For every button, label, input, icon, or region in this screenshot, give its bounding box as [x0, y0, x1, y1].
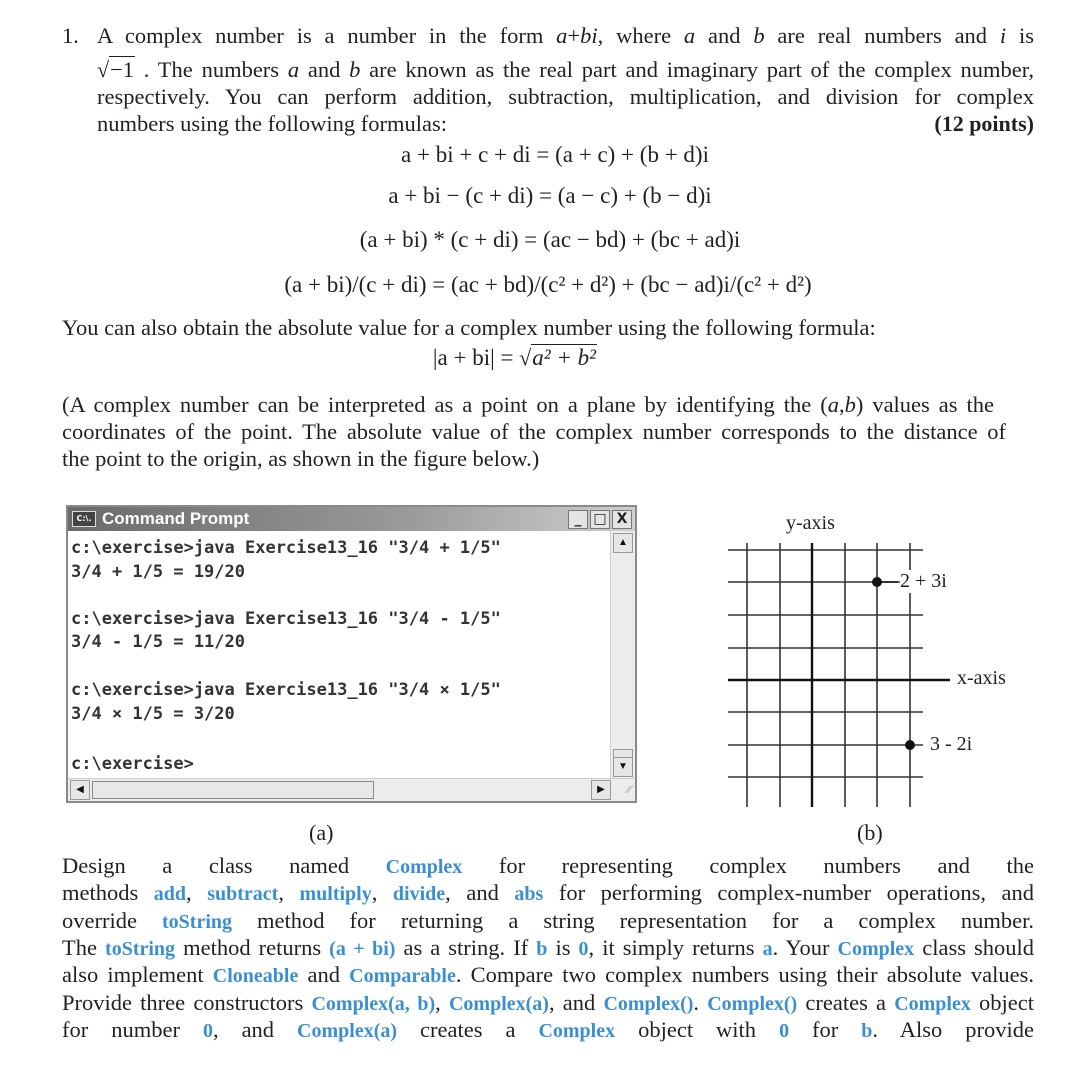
code-term: 0: [779, 1020, 790, 1042]
caption-a: (a): [309, 820, 334, 845]
formula-multiply: (a + bi) * (c + di) = (ac − bd) + (bc + ad)i: [359, 227, 741, 252]
text-segment: b: [349, 57, 361, 82]
text-segment: , and: [445, 880, 515, 905]
text-segment: are real numbers and: [764, 23, 1000, 48]
text-segment: coordinates of the point. The absolute value of the complex number corresponds to the distance of: [62, 419, 1006, 444]
text-segment: ,: [435, 990, 449, 1015]
text-segment: . The numbers: [135, 57, 288, 82]
text-segment: a: [287, 57, 300, 82]
console-line: c:\exercise>java Exercise13_16 "3/4 + 1/5": [71, 538, 501, 558]
text-segment: numbers using the following formulas:: [97, 111, 447, 136]
code-term: divide: [392, 883, 446, 905]
text-segment: is: [1006, 23, 1034, 48]
text-segment: methods: [62, 880, 154, 905]
text-segment: method for returning a string representation for a complex number.: [232, 908, 1034, 933]
text-segment: ,: [186, 880, 208, 905]
code-term: abs: [514, 883, 544, 905]
text-segment: for: [789, 1017, 862, 1042]
x-axis-label: x-axis: [957, 667, 1006, 689]
code-term: toString: [105, 938, 176, 960]
minimize-button[interactable]: _: [568, 510, 588, 529]
code-term: Complex(): [603, 993, 694, 1015]
points-label: (12 points): [934, 111, 1034, 136]
code-term: b: [861, 1020, 873, 1042]
text-segment: as a string. If: [395, 935, 537, 960]
code-term: Complex: [538, 1020, 616, 1042]
text-segment: creates a: [797, 990, 895, 1015]
point-label: 3 - 2i: [930, 733, 973, 755]
code-term: Cloneable: [212, 965, 299, 987]
text-segment: for number: [62, 1017, 203, 1042]
text-line: [62, 989, 1034, 1016]
text-segment: , it simply returns: [588, 935, 763, 960]
text-segment: . Also provide: [872, 1017, 1034, 1042]
text-segment: b: [844, 392, 856, 417]
text-segment: +: [567, 23, 581, 48]
console-line: 3/4 × 1/5 = 3/20: [71, 704, 235, 724]
console-line: c:\exercise>java Exercise13_16 "3/4 - 1/5": [71, 609, 501, 629]
code-term: Complex: [385, 856, 463, 878]
text-segment: and: [695, 23, 754, 48]
text-segment: b: [753, 23, 765, 48]
text-segment: , and: [212, 1017, 298, 1042]
code-term: a: [762, 938, 773, 960]
text-segment: also implement: [62, 962, 213, 987]
text-line: [62, 961, 1034, 988]
formula-add: a + bi + c + di = (a + c) + (b + d)i: [401, 142, 709, 167]
text-segment: the point to the origin, as shown in the figure below.): [62, 446, 540, 471]
text-segment: object: [970, 990, 1034, 1015]
code-term: multiply: [299, 883, 372, 905]
scroll-down-arrow-icon[interactable]: ▼: [613, 757, 633, 777]
text-segment: creates a: [397, 1017, 539, 1042]
scroll-left-arrow-icon[interactable]: ◀: [70, 780, 90, 800]
code-term: Complex(a): [448, 993, 549, 1015]
console-line: 3/4 + 1/5 = 19/20: [71, 562, 245, 582]
resize-grip-icon[interactable]: ⁄⁄: [626, 782, 631, 796]
code-term: Complex: [894, 993, 971, 1015]
code-term: 0: [578, 938, 589, 960]
text-segment: Provide three constructors: [62, 990, 312, 1015]
caption-b: (b): [857, 820, 883, 845]
code-term: (a + bi): [329, 938, 396, 960]
text-segment: override: [62, 908, 162, 933]
text-segment: Design a class named: [62, 853, 386, 878]
code-term: Complex(a, b): [311, 993, 436, 1015]
text-segment: The: [62, 935, 106, 960]
text-line: [62, 879, 1034, 906]
text-segment: a: [556, 23, 568, 48]
code-term: Comparable: [349, 965, 456, 987]
y-axis-label: y-axis: [786, 512, 835, 534]
text-segment: i: [999, 23, 1007, 48]
formula-subtract: a + bi − (c + di) = (a − c) + (b − d)i: [388, 183, 712, 208]
text-segment: method returns: [175, 935, 330, 960]
close-button[interactable]: X: [612, 510, 632, 529]
abs-rhs: a² + b²: [532, 345, 597, 370]
text-line: [62, 907, 1034, 934]
problem-number: 1.: [62, 23, 79, 48]
abs-lhs: |a + bi| =: [432, 345, 520, 370]
text-segment: , where: [597, 23, 684, 48]
text-segment: A complex number is a number in the form: [97, 23, 557, 48]
scroll-up-arrow-icon[interactable]: ▲: [613, 533, 633, 553]
console-line: c:\exercise>java Exercise13_16 "3/4 × 1/5": [71, 680, 501, 700]
code-term: b: [536, 938, 548, 960]
text-segment: ,: [838, 392, 845, 417]
text-line: [62, 1016, 1034, 1043]
text-segment: ,: [278, 880, 300, 905]
text-segment: .: [693, 990, 708, 1015]
console-icon: C:\.: [72, 511, 96, 527]
text-segment: ,: [371, 880, 393, 905]
text-segment: (A complex number can be interpreted as a point on a plane by identifying the (: [62, 392, 828, 417]
window-title: Command Prompt: [102, 509, 250, 528]
scroll-right-arrow-icon[interactable]: ▶: [591, 780, 611, 800]
text-segment: for performing complex-number operations, and: [543, 880, 1034, 905]
text-segment: class should: [914, 935, 1034, 960]
text-segment: is: [547, 935, 579, 960]
text-segment: for representing complex numbers and the: [462, 853, 1034, 878]
text-segment: √: [97, 57, 110, 82]
text-segment: . Compare two complex numbers using their absolute values.: [455, 962, 1034, 987]
code-term: toString: [162, 911, 232, 933]
text-segment: , and: [548, 990, 604, 1015]
formula-divide: (a + bi)/(c + di) = (ac + bd)/(c² + d²) + (bc − ad)i/(c² + d²): [284, 272, 812, 297]
code-term: add: [153, 883, 187, 905]
code-term: Complex: [837, 938, 915, 960]
text-segment: and: [298, 962, 350, 987]
text-segment: object with: [615, 1017, 780, 1042]
text-segment: are known as the real part and imaginary part of the complex number,: [360, 57, 1034, 82]
text-segment: a: [827, 392, 839, 417]
maximize-button[interactable]: □: [590, 510, 610, 529]
code-term: subtract: [207, 883, 279, 905]
text-segment: respectively. You can perform addition, subtraction, multiplication, and division for complex: [97, 84, 1034, 109]
console-line: c:\exercise>: [71, 754, 194, 774]
code-term: Complex(a): [297, 1020, 398, 1042]
abs-intro: You can also obtain the absolute value for a complex number using the following formula:: [62, 315, 876, 340]
point-3-minus-2i: [905, 740, 915, 750]
text-segment: −1: [110, 57, 135, 82]
radical-sign: √: [519, 345, 532, 370]
text-line: [62, 852, 1034, 879]
text-segment: a: [683, 23, 696, 48]
text-segment: and: [299, 57, 350, 82]
text-segment: bi: [580, 23, 598, 48]
code-term: Complex(): [707, 993, 798, 1015]
code-term: 0: [202, 1020, 213, 1042]
text-segment: ) values as the: [855, 392, 994, 417]
point-label: 2 + 3i: [900, 570, 947, 592]
text-segment: . Your: [772, 935, 838, 960]
text-line: [62, 934, 1034, 961]
console-line: 3/4 - 1/5 = 11/20: [71, 632, 245, 652]
